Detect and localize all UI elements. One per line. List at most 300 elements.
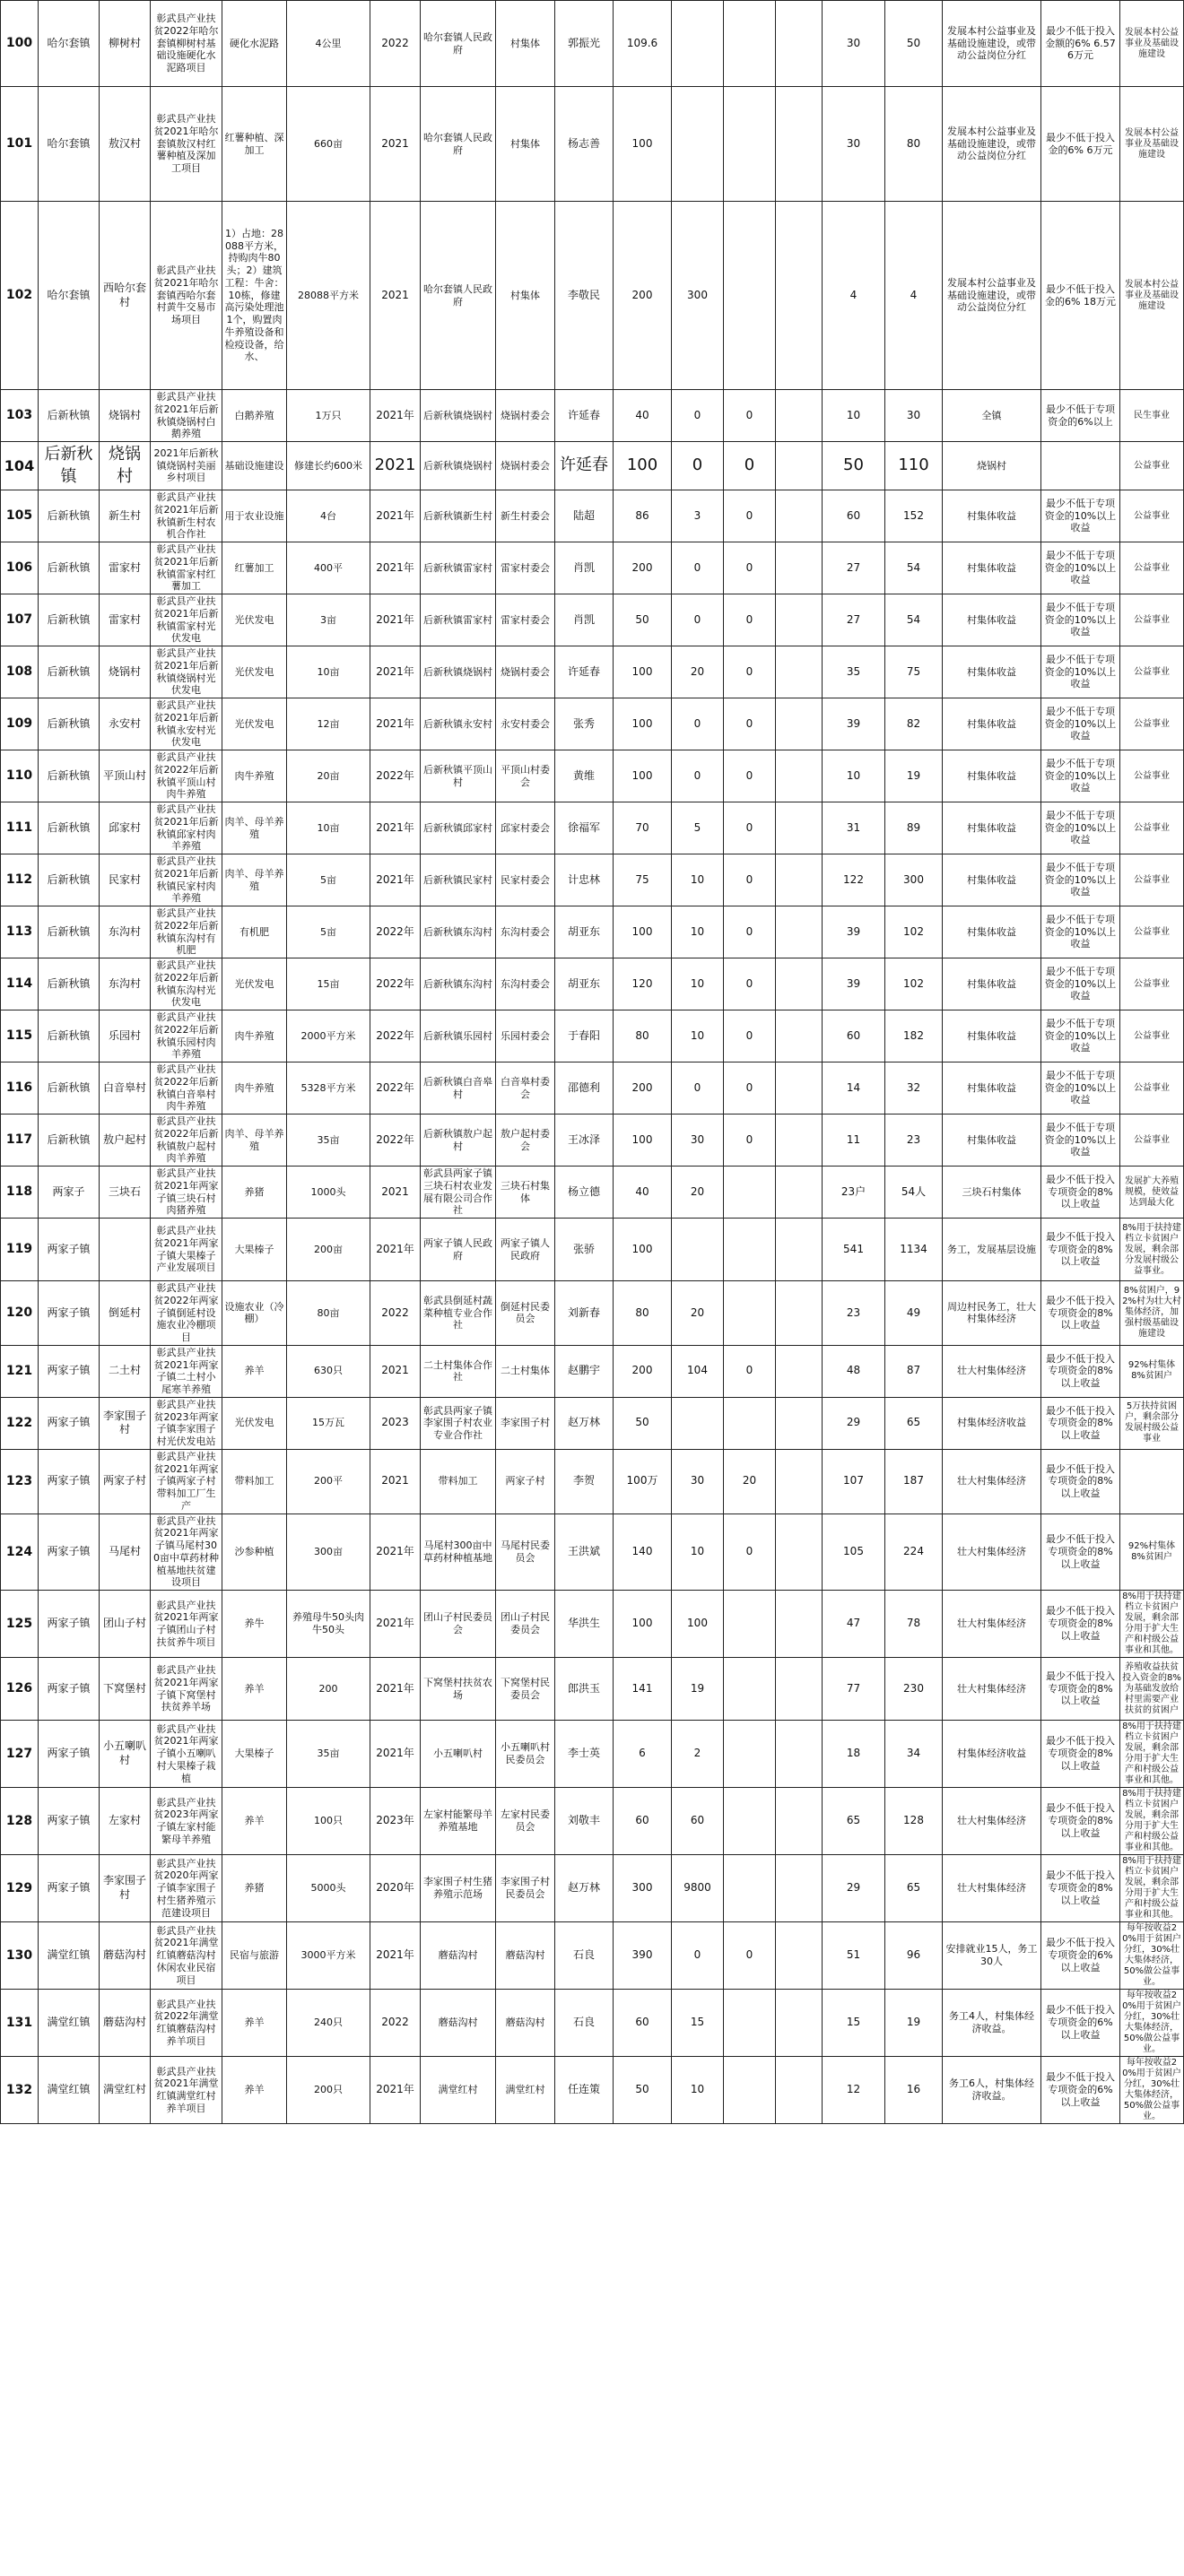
households-cell: 60 (823, 490, 885, 542)
owner-cell: 三块石村集体 (496, 1167, 555, 1219)
value-3-cell (776, 1591, 823, 1658)
value-3-cell (776, 1, 823, 87)
scale-cell: 200 (287, 1658, 370, 1721)
benefit-rate-cell: 最少不低于投入专项资金的8%以上收益 (1041, 1449, 1120, 1514)
value-3-cell (776, 594, 823, 646)
content-cell: 红薯加工 (222, 542, 287, 594)
benefit-rate-cell: 最少不低于投入金的6% 6万元 (1041, 87, 1120, 202)
year-cell: 2022年 (370, 1115, 421, 1167)
benefit-rate-cell: 最少不低于投入金的6% 18万元 (1041, 202, 1120, 390)
value-1-cell: 30 (672, 1449, 724, 1514)
content-cell: 红薯种植、深加工 (222, 87, 287, 202)
table-row (1, 442, 1184, 490)
scale-cell: 20亩 (287, 750, 370, 802)
value-1-cell: 10 (672, 1514, 724, 1591)
village-cell: 两家子村 (100, 1449, 151, 1514)
value-2-cell (724, 1167, 776, 1219)
scale-cell: 3亩 (287, 594, 370, 646)
town-cell: 两家子镇 (39, 1721, 100, 1788)
leader-cell: 赵万林 (555, 1397, 614, 1449)
project-name-cell: 彰武县产业扶贫2022年后新秋镇白音皋村肉牛养殖 (151, 1062, 222, 1115)
benefit-mechanism-cell: 壮大村集体经济 (943, 1788, 1041, 1855)
benefit-mechanism-cell: 村集体收益 (943, 750, 1041, 802)
leader-cell: 李敬民 (555, 202, 614, 390)
benefit-mechanism-cell: 村集体收益 (943, 1115, 1041, 1167)
households-cell: 10 (823, 390, 885, 442)
investment-cell: 86 (614, 490, 672, 542)
value-1-cell (672, 87, 724, 202)
town-cell: 哈尔套镇 (39, 202, 100, 390)
income-use-cell: 公益事业 (1120, 1062, 1184, 1115)
value-3-cell (776, 698, 823, 750)
project-name-cell: 彰武县产业扶贫2021年后新秋镇雷家村光伏发电 (151, 594, 222, 646)
table-row (1, 490, 1184, 542)
benefit-mechanism-cell: 壮大村集体经济 (943, 1449, 1041, 1514)
table-row (1, 1449, 1184, 1514)
income-use-cell: 每年按收益20%用于贫困户分红，30%壮大集体经济，50%做公益事业。 (1120, 1922, 1184, 1990)
leader-cell: 许延春 (555, 390, 614, 442)
value-1-cell: 20 (672, 646, 724, 698)
benefit-mechanism-cell: 村集体收益 (943, 802, 1041, 854)
value-3-cell (776, 1219, 823, 1281)
project-name-cell: 彰武县产业扶贫2022年满堂红镇蘑菇沟村养羊项目 (151, 1990, 222, 2057)
table-row (1, 1115, 1184, 1167)
income-use-cell: 公益事业 (1120, 854, 1184, 906)
implementing-unit-cell: 后新秋镇雷家村 (421, 542, 496, 594)
table-row (1, 1721, 1184, 1788)
year-cell: 2021 (370, 1345, 421, 1397)
content-cell: 肉牛养殖 (222, 1062, 287, 1115)
owner-cell: 烧锅村委会 (496, 646, 555, 698)
value-2-cell: 0 (724, 1922, 776, 1990)
village-cell: 敖户起村 (100, 1115, 151, 1167)
value-3-cell (776, 906, 823, 958)
row-number: 103 (1, 390, 39, 442)
value-3-cell (776, 390, 823, 442)
owner-cell: 两家子镇人民政府 (496, 1219, 555, 1281)
households-cell: 47 (823, 1591, 885, 1658)
value-3-cell (776, 1990, 823, 2057)
persons-cell: 54 (885, 542, 943, 594)
value-3-cell (776, 1922, 823, 1990)
table-row (1, 1219, 1184, 1281)
benefit-mechanism-cell: 三块石村集体 (943, 1167, 1041, 1219)
benefit-mechanism-cell: 务工4人，村集体经济收益。 (943, 1990, 1041, 2057)
income-use-cell: 发展本村公益事业及基础设施建设 (1120, 87, 1184, 202)
implementing-unit-cell: 后新秋镇东沟村 (421, 906, 496, 958)
investment-cell: 75 (614, 854, 672, 906)
households-cell: 30 (823, 1, 885, 87)
project-name-cell: 彰武县产业扶贫2021年满堂红镇满堂红村养羊项目 (151, 2057, 222, 2124)
table-row (1, 390, 1184, 442)
town-cell: 两家子镇 (39, 1345, 100, 1397)
year-cell: 2021年 (370, 490, 421, 542)
village-cell: 李家围子村 (100, 1397, 151, 1449)
content-cell: 光伏发电 (222, 646, 287, 698)
benefit-mechanism-cell: 安排就业15人，务工30人 (943, 1922, 1041, 1990)
leader-cell: 邵德利 (555, 1062, 614, 1115)
households-cell: 50 (823, 442, 885, 490)
year-cell: 2021 (370, 1449, 421, 1514)
project-name-cell: 彰武县产业扶贫2022年后新秋镇东沟村光伏发电 (151, 958, 222, 1010)
income-use-cell: 5万扶持贫困户，剩余部分发展村级公益事业 (1120, 1397, 1184, 1449)
year-cell: 2022年 (370, 906, 421, 958)
town-cell: 满堂红镇 (39, 1990, 100, 2057)
village-cell: 烧锅村 (100, 442, 151, 490)
households-cell: 15 (823, 1990, 885, 2057)
implementing-unit-cell: 蘑菇沟村 (421, 1990, 496, 2057)
year-cell: 2021年 (370, 698, 421, 750)
value-2-cell: 0 (724, 490, 776, 542)
value-2-cell: 0 (724, 1062, 776, 1115)
village-cell: 敖汉村 (100, 87, 151, 202)
benefit-mechanism-cell: 村集体收益 (943, 646, 1041, 698)
year-cell: 2021年 (370, 1658, 421, 1721)
town-cell: 后新秋镇 (39, 906, 100, 958)
year-cell: 2020年 (370, 1855, 421, 1922)
scale-cell: 3000平方米 (287, 1922, 370, 1990)
owner-cell: 东沟村委会 (496, 906, 555, 958)
investment-cell: 141 (614, 1658, 672, 1721)
persons-cell: 78 (885, 1591, 943, 1658)
year-cell: 2022 (370, 1, 421, 87)
investment-cell: 140 (614, 1514, 672, 1591)
owner-cell: 白音皋村委会 (496, 1062, 555, 1115)
persons-cell: 80 (885, 87, 943, 202)
table-row (1, 698, 1184, 750)
village-cell: 雷家村 (100, 594, 151, 646)
value-2-cell: 0 (724, 1115, 776, 1167)
value-1-cell: 0 (672, 1062, 724, 1115)
row-number: 109 (1, 698, 39, 750)
project-name-cell: 彰武县产业扶贫2021年哈尔套镇西哈尔套村黄牛交易市场项目 (151, 202, 222, 390)
investment-cell: 100 (614, 698, 672, 750)
implementing-unit-cell: 哈尔套镇人民政府 (421, 87, 496, 202)
investment-cell: 109.6 (614, 1, 672, 87)
value-3-cell (776, 1397, 823, 1449)
implementing-unit-cell: 后新秋镇烧锅村 (421, 442, 496, 490)
owner-cell: 永安村委会 (496, 698, 555, 750)
village-cell: 东沟村 (100, 906, 151, 958)
benefit-rate-cell: 最少不低于专项资金的10%以上收益 (1041, 802, 1120, 854)
year-cell: 2022年 (370, 958, 421, 1010)
investment-cell: 100 (614, 906, 672, 958)
year-cell: 2021年 (370, 854, 421, 906)
income-use-cell: 8%用于扶持建档立卡贫困户发展，剩余部分用于扩大生产和村级公益事业和其他。 (1120, 1721, 1184, 1788)
scale-cell: 4公里 (287, 1, 370, 87)
village-cell: 蘑菇沟村 (100, 1990, 151, 2057)
town-cell: 哈尔套镇 (39, 1, 100, 87)
value-2-cell (724, 1788, 776, 1855)
table-row (1, 87, 1184, 202)
owner-cell: 两家子村 (496, 1449, 555, 1514)
table-row (1, 1010, 1184, 1062)
persons-cell: 75 (885, 646, 943, 698)
value-1-cell: 2 (672, 1721, 724, 1788)
value-2-cell: 0 (724, 698, 776, 750)
owner-cell: 平顶山村委会 (496, 750, 555, 802)
investment-cell: 100 (614, 646, 672, 698)
year-cell: 2021年 (370, 390, 421, 442)
town-cell: 两家子镇 (39, 1514, 100, 1591)
content-cell: 光伏发电 (222, 594, 287, 646)
value-1-cell: 5 (672, 802, 724, 854)
benefit-rate-cell: 最少不低于专项资金的10%以上收益 (1041, 906, 1120, 958)
value-3-cell (776, 1345, 823, 1397)
implementing-unit-cell: 后新秋镇烧锅村 (421, 646, 496, 698)
benefit-mechanism-cell: 壮大村集体经济 (943, 1658, 1041, 1721)
households-cell: 14 (823, 1062, 885, 1115)
row-number: 113 (1, 906, 39, 958)
value-2-cell (724, 1658, 776, 1721)
owner-cell: 敖户起村委会 (496, 1115, 555, 1167)
value-3-cell (776, 1721, 823, 1788)
income-use-cell: 民生事业 (1120, 390, 1184, 442)
implementing-unit-cell: 彰武县两家子镇三块石村农业发展有限公司合作社 (421, 1167, 496, 1219)
implementing-unit-cell: 后新秋镇民家村 (421, 854, 496, 906)
investment-cell: 200 (614, 542, 672, 594)
value-3-cell (776, 1167, 823, 1219)
project-name-cell: 彰武县产业扶贫2021年两家子镇小五喇叭村大果榛子栽植 (151, 1721, 222, 1788)
owner-cell: 团山子村民委员会 (496, 1591, 555, 1658)
persons-cell: 19 (885, 750, 943, 802)
project-name-cell: 彰武县产业扶贫2021年后新秋镇新生村农机合作社 (151, 490, 222, 542)
value-2-cell (724, 1990, 776, 2057)
value-2-cell: 0 (724, 646, 776, 698)
town-cell: 后新秋镇 (39, 646, 100, 698)
income-use-cell: 发展本村公益事业及基础设施建设 (1120, 1, 1184, 87)
village-cell: 小五喇叭村 (100, 1721, 151, 1788)
content-cell: 沙参种植 (222, 1514, 287, 1591)
value-3-cell (776, 1449, 823, 1514)
village-cell: 新生村 (100, 490, 151, 542)
content-cell: 养牛 (222, 1591, 287, 1658)
value-1-cell: 0 (672, 594, 724, 646)
households-cell: 18 (823, 1721, 885, 1788)
income-use-cell: 公益事业 (1120, 802, 1184, 854)
persons-cell: 230 (885, 1658, 943, 1721)
leader-cell: 肖凯 (555, 542, 614, 594)
benefit-mechanism-cell: 村集体经济收益 (943, 1721, 1041, 1788)
benefit-rate-cell: 最少不低于专项资金的10%以上收益 (1041, 490, 1120, 542)
benefit-mechanism-cell: 周边村民务工，壮大村集体经济 (943, 1281, 1041, 1346)
owner-cell: 蘑菇沟村 (496, 1990, 555, 2057)
income-use-cell: 公益事业 (1120, 958, 1184, 1010)
households-cell: 107 (823, 1449, 885, 1514)
persons-cell: 19 (885, 1990, 943, 2057)
project-name-cell: 彰武县产业扶贫2022年哈尔套镇柳树村基础设施硬化水泥路项目 (151, 1, 222, 87)
content-cell: 养羊 (222, 1658, 287, 1721)
project-name-cell: 彰武县产业扶贫2021年后新秋镇永安村光伏发电 (151, 698, 222, 750)
town-cell: 两家子镇 (39, 1591, 100, 1658)
value-3-cell (776, 750, 823, 802)
investment-cell: 60 (614, 1990, 672, 2057)
project-name-cell: 彰武县产业扶贫2021年两家子镇两家子村带料加工厂生产 (151, 1449, 222, 1514)
town-cell: 后新秋镇 (39, 1062, 100, 1115)
year-cell: 2021 (370, 202, 421, 390)
leader-cell: 张秀 (555, 698, 614, 750)
investment-cell: 60 (614, 1788, 672, 1855)
scale-cell: 200亩 (287, 1219, 370, 1281)
content-cell: 设施农业（冷棚） (222, 1281, 287, 1346)
value-2-cell: 0 (724, 542, 776, 594)
leader-cell: 计忠林 (555, 854, 614, 906)
persons-cell: 23 (885, 1115, 943, 1167)
income-use-cell: 8%用于扶持建档立卡贫困户发展，剩余部分用于扩大生产和村级公益事业和其他。 (1120, 1591, 1184, 1658)
households-cell: 11 (823, 1115, 885, 1167)
table-row (1, 750, 1184, 802)
value-1-cell: 0 (672, 390, 724, 442)
content-cell: 大果榛子 (222, 1721, 287, 1788)
persons-cell: 65 (885, 1855, 943, 1922)
value-1-cell: 10 (672, 854, 724, 906)
benefit-rate-cell: 最少不低于专项资金的10%以上收益 (1041, 1010, 1120, 1062)
owner-cell: 乐园村委会 (496, 1010, 555, 1062)
leader-cell: 李贺 (555, 1449, 614, 1514)
village-cell: 烧锅村 (100, 646, 151, 698)
content-cell: 大果榛子 (222, 1219, 287, 1281)
town-cell: 两家子 (39, 1167, 100, 1219)
row-number: 117 (1, 1115, 39, 1167)
households-cell: 77 (823, 1658, 885, 1721)
village-cell: 东沟村 (100, 958, 151, 1010)
income-use-cell (1120, 1449, 1184, 1514)
village-cell: 三块石 (100, 1167, 151, 1219)
table-row (1, 594, 1184, 646)
implementing-unit-cell: 带料加工 (421, 1449, 496, 1514)
owner-cell: 雷家村委会 (496, 594, 555, 646)
scale-cell: 100只 (287, 1788, 370, 1855)
value-3-cell (776, 1855, 823, 1922)
implementing-unit-cell: 李家围子村生猪养殖示范场 (421, 1855, 496, 1922)
village-cell: 下窝堡村 (100, 1658, 151, 1721)
row-number: 122 (1, 1397, 39, 1449)
leader-cell: 许延春 (555, 646, 614, 698)
households-cell: 23户 (823, 1167, 885, 1219)
leader-cell: 于春阳 (555, 1010, 614, 1062)
implementing-unit-cell: 小五喇叭村 (421, 1721, 496, 1788)
benefit-mechanism-cell: 村集体收益 (943, 698, 1041, 750)
implementing-unit-cell: 哈尔套镇人民政府 (421, 202, 496, 390)
village-cell: 西哈尔套村 (100, 202, 151, 390)
implementing-unit-cell: 蘑菇沟村 (421, 1922, 496, 1990)
investment-cell: 100万 (614, 1449, 672, 1514)
value-1-cell: 10 (672, 1010, 724, 1062)
owner-cell: 李家围子村民委员会 (496, 1855, 555, 1922)
content-cell: 民宿与旅游 (222, 1922, 287, 1990)
scale-cell: 28088平方米 (287, 202, 370, 390)
value-2-cell (724, 1, 776, 87)
persons-cell: 300 (885, 854, 943, 906)
project-name-cell: 彰武县产业扶贫2021年后新秋镇烧锅村白鹅养殖 (151, 390, 222, 442)
benefit-mechanism-cell: 村集体收益 (943, 490, 1041, 542)
village-cell: 邱家村 (100, 802, 151, 854)
persons-cell: 50 (885, 1, 943, 87)
investment-cell: 70 (614, 802, 672, 854)
leader-cell: 肖凯 (555, 594, 614, 646)
scale-cell: 200只 (287, 2057, 370, 2124)
owner-cell: 雷家村委会 (496, 542, 555, 594)
row-number: 108 (1, 646, 39, 698)
project-name-cell: 彰武县产业扶贫2021年两家子镇大果榛子产业发展项目 (151, 1219, 222, 1281)
persons-cell: 82 (885, 698, 943, 750)
town-cell: 后新秋镇 (39, 1115, 100, 1167)
value-1-cell: 19 (672, 1658, 724, 1721)
value-2-cell: 0 (724, 750, 776, 802)
leader-cell: 赵鹏宇 (555, 1345, 614, 1397)
value-3-cell (776, 1514, 823, 1591)
year-cell: 2021 (370, 1167, 421, 1219)
benefit-mechanism-cell: 务工6人，村集体经济收益。 (943, 2057, 1041, 2124)
village-cell: 倒延村 (100, 1281, 151, 1346)
town-cell: 后新秋镇 (39, 1010, 100, 1062)
benefit-mechanism-cell: 全镇 (943, 390, 1041, 442)
benefit-rate-cell: 最少不低于投入专项资金的8%以上收益 (1041, 1397, 1120, 1449)
village-cell: 柳树村 (100, 1, 151, 87)
owner-cell: 东沟村委会 (496, 958, 555, 1010)
year-cell: 2021年 (370, 1922, 421, 1990)
leader-cell: 王冰泽 (555, 1115, 614, 1167)
content-cell: 养猪 (222, 1855, 287, 1922)
village-cell: 团山子村 (100, 1591, 151, 1658)
benefit-rate-cell: 最少不低于投入金额的6% 6.576万元 (1041, 1, 1120, 87)
town-cell: 两家子镇 (39, 1855, 100, 1922)
value-1-cell: 100 (672, 1591, 724, 1658)
project-name-cell: 彰武县产业扶贫2021年哈尔套镇敖汉村红薯种植及深加工项目 (151, 87, 222, 202)
table-row (1, 1345, 1184, 1397)
benefit-mechanism-cell: 村集体收益 (943, 854, 1041, 906)
project-name-cell: 彰武县产业扶贫2023年两家子镇李家围子村光伏发电站 (151, 1397, 222, 1449)
implementing-unit-cell: 两家子镇人民政府 (421, 1219, 496, 1281)
year-cell: 2022 (370, 1281, 421, 1346)
village-cell: 白音皋村 (100, 1062, 151, 1115)
owner-cell: 左家村民委员会 (496, 1788, 555, 1855)
households-cell: 27 (823, 542, 885, 594)
year-cell: 2021年 (370, 594, 421, 646)
leader-cell: 胡亚东 (555, 958, 614, 1010)
scale-cell: 15亩 (287, 958, 370, 1010)
town-cell: 后新秋镇 (39, 542, 100, 594)
scale-cell: 630只 (287, 1345, 370, 1397)
benefit-mechanism-cell: 村集体收益 (943, 1062, 1041, 1115)
row-number: 119 (1, 1219, 39, 1281)
row-number: 125 (1, 1591, 39, 1658)
leader-cell: 任连策 (555, 2057, 614, 2124)
value-3-cell (776, 202, 823, 390)
content-cell: 肉牛养殖 (222, 1010, 287, 1062)
benefit-rate-cell: 最少不低于投入专项资金的8%以上收益 (1041, 1167, 1120, 1219)
value-2-cell (724, 1397, 776, 1449)
value-2-cell: 0 (724, 594, 776, 646)
table-row (1, 646, 1184, 698)
households-cell: 31 (823, 802, 885, 854)
households-cell: 4 (823, 202, 885, 390)
persons-cell: 54 (885, 594, 943, 646)
year-cell: 2023 (370, 1397, 421, 1449)
project-name-cell: 彰武县产业扶贫2022年后新秋镇平顶山村肉牛养殖 (151, 750, 222, 802)
table-row (1, 1591, 1184, 1658)
investment-cell: 100 (614, 1219, 672, 1281)
value-1-cell: 104 (672, 1345, 724, 1397)
village-cell: 烧锅村 (100, 390, 151, 442)
value-2-cell (724, 1721, 776, 1788)
leader-cell: 郎洪玉 (555, 1658, 614, 1721)
implementing-unit-cell: 后新秋镇新生村 (421, 490, 496, 542)
row-number: 129 (1, 1855, 39, 1922)
village-cell: 二土村 (100, 1345, 151, 1397)
implementing-unit-cell: 后新秋镇白音皋村 (421, 1062, 496, 1115)
households-cell: 39 (823, 958, 885, 1010)
